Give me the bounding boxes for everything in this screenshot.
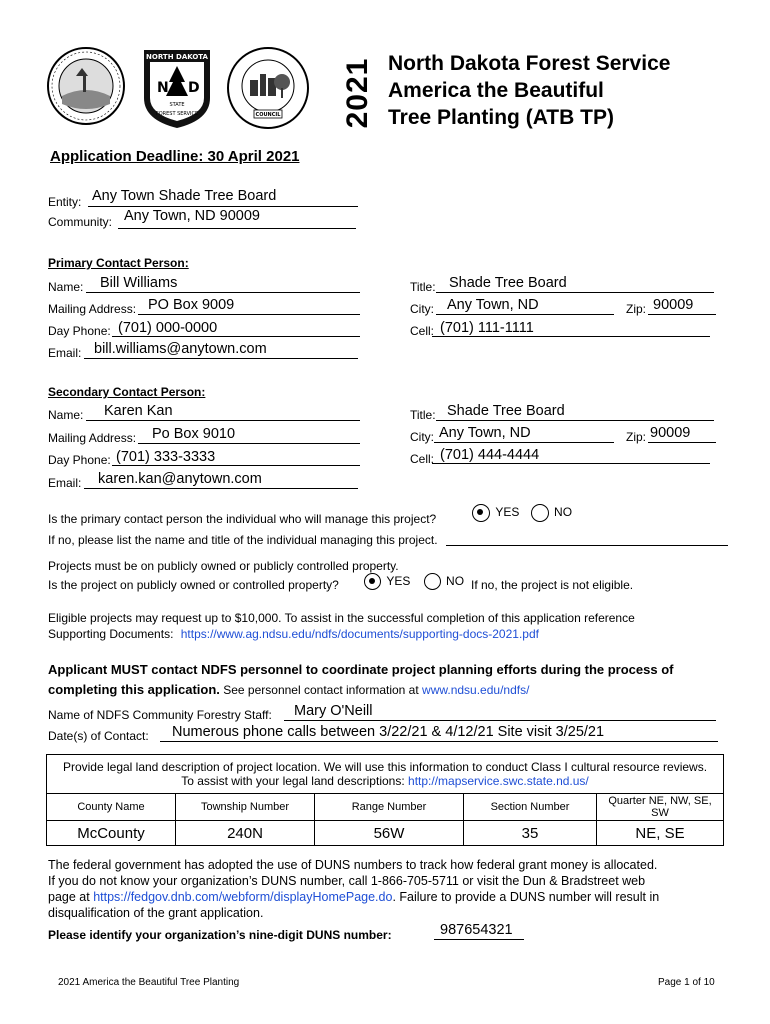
contact-ndfs-line2 xyxy=(48,682,529,697)
primary-title-underline xyxy=(436,292,714,293)
primary-contact-heading: Primary Contact Person: xyxy=(48,256,189,270)
manage-no-radio[interactable] xyxy=(531,504,549,522)
dnb-link[interactable]: https://fedgov.dnb.com/webform/displayHomePage.do xyxy=(93,890,393,904)
community-label: Community: xyxy=(48,215,113,229)
public-radio-group xyxy=(364,573,464,590)
secondary-mail-underline xyxy=(138,443,360,444)
primary-mail-label: Mailing Address: xyxy=(48,302,137,316)
col-range-header: Range Number xyxy=(315,794,464,821)
supporting-docs-line xyxy=(48,627,539,641)
secondary-cell-label: Cell: xyxy=(410,452,435,466)
duns-line3 xyxy=(48,889,659,905)
primary-mail-underline xyxy=(138,314,360,315)
land-intro-line1: Provide legal land description of project location. We will use this information to conduct Class I cultural resource reviews. xyxy=(62,760,708,774)
secondary-cell-field[interactable]: (701) 444-4444 xyxy=(440,447,540,463)
community-forestry-council-logo xyxy=(226,46,310,130)
secondary-mail-label: Mailing Address: xyxy=(48,431,137,445)
contact-ndfs-bold: Applicant MUST contact NDFS personnel to coordinate project planning efforts during the process of xyxy=(48,662,674,677)
dates-field[interactable]: Numerous phone calls between 3/22/21 & 4/12/21 Site visit 3/25/21 xyxy=(172,724,605,740)
svg-text:D: D xyxy=(188,80,200,96)
secondary-city-underline xyxy=(434,442,614,443)
supporting-docs-link[interactable]: https://www.ag.ndsu.edu/ndfs/documents/supporting-docs-2021.pdf xyxy=(180,627,539,641)
secondary-title-underline xyxy=(436,420,714,421)
secondary-name-field[interactable]: Karen Kan xyxy=(104,403,173,419)
primary-cell-underline xyxy=(432,336,710,337)
entity-underline xyxy=(88,206,358,207)
svg-text:STATE: STATE xyxy=(169,102,185,108)
col-quarter-header: Quarter NE, NW, SE, SW xyxy=(597,794,724,821)
primary-name-underline xyxy=(86,292,360,293)
secondary-zip-label: Zip: xyxy=(626,430,647,444)
primary-day-label: Day Phone: xyxy=(48,324,111,338)
secondary-name-underline xyxy=(86,420,360,421)
manage-no-label: NO xyxy=(554,505,573,520)
title-line-1: North Dakota Forest Service xyxy=(388,52,671,75)
year-vertical: 2021 xyxy=(341,57,374,129)
township-cell[interactable]: 240N xyxy=(176,821,315,846)
contact-ndfs-rest: See personnel contact information at xyxy=(219,683,423,697)
form-title xyxy=(388,50,670,131)
col-county-header: County Name xyxy=(47,794,176,821)
duns-line2: If you do not know your organization’s DUNS number, call 1-866-705-5711 or visit the Dun & Bradstreet web xyxy=(48,874,646,888)
title-line-2: America the Beautiful xyxy=(388,79,604,102)
secondary-day-field[interactable]: (701) 333-3333 xyxy=(116,449,216,465)
title-line-3: Tree Planting (ATB TP) xyxy=(388,106,614,129)
secondary-name-label: Name: xyxy=(48,408,84,422)
primary-city-underline xyxy=(436,314,614,315)
section-cell[interactable]: 35 xyxy=(464,821,597,846)
secondary-title-label: Title: xyxy=(410,408,436,422)
primary-title-field[interactable]: Shade Tree Board xyxy=(449,275,567,291)
svg-text:COUNCIL: COUNCIL xyxy=(255,112,281,118)
primary-email-label: Email: xyxy=(48,346,82,360)
dates-underline xyxy=(160,741,718,742)
duns-underline xyxy=(434,939,524,940)
great-seal-logo xyxy=(46,46,126,126)
manage-followup-field[interactable] xyxy=(446,545,728,546)
secondary-day-label: Day Phone: xyxy=(48,453,111,467)
manage-radio-group xyxy=(472,504,572,522)
community-field[interactable]: Any Town, ND 90009 xyxy=(124,208,260,224)
application-deadline: Application Deadline: 30 April 2021 xyxy=(50,148,300,165)
primary-cell-field[interactable]: (701) 111-1111 xyxy=(440,320,534,336)
secondary-email-label: Email: xyxy=(48,476,82,490)
ndfs-link[interactable]: www.ndsu.edu/ndfs/ xyxy=(422,683,530,697)
staff-label: Name of NDFS Community Forestry Staff: xyxy=(48,708,272,722)
range-cell[interactable]: 56W xyxy=(315,821,464,846)
public-no-label: NO xyxy=(446,573,465,588)
secondary-zip-underline xyxy=(648,442,716,443)
duns-line3-pre: page at xyxy=(48,890,94,904)
secondary-city-label: City: xyxy=(410,430,434,444)
public-no-radio[interactable] xyxy=(424,573,441,590)
secondary-cell-underline xyxy=(432,463,710,464)
col-township-header: Township Number xyxy=(176,794,315,821)
quarter-cell[interactable]: NE, SE xyxy=(597,821,724,846)
land-mapservice-link[interactable]: http://mapservice.swc.state.nd.us/ xyxy=(408,774,589,788)
manage-followup: If no, please list the name and title of the individual managing this project. xyxy=(48,533,438,547)
public-note: If no, the project is not eligible. xyxy=(471,578,634,592)
primary-city-field[interactable]: Any Town, ND xyxy=(447,297,539,313)
public-intro: Projects must be on publicly owned or publicly controlled property. xyxy=(48,559,399,573)
primary-cell-label: Cell: xyxy=(410,324,435,338)
duns-prompt: Please identify your organization’s nine-digit DUNS number: xyxy=(48,928,392,942)
footer-page-number: Page 1 of 10 xyxy=(658,977,715,988)
duns-line3-post: . Failure to provide a DUNS number will result in xyxy=(392,890,660,904)
primary-email-field[interactable]: bill.williams@anytown.com xyxy=(94,341,267,357)
supporting-docs-label: Supporting Documents: xyxy=(48,627,174,641)
secondary-email-underline xyxy=(84,488,358,489)
community-underline xyxy=(118,228,356,229)
svg-text:FOREST SERVICE: FOREST SERVICE xyxy=(155,111,199,117)
manage-yes-radio[interactable] xyxy=(472,504,490,522)
manage-yes-label: YES xyxy=(495,505,520,520)
secondary-title-field[interactable]: Shade Tree Board xyxy=(447,403,565,419)
duns-paragraph xyxy=(48,857,659,921)
duns-field[interactable]: 987654321 xyxy=(440,922,513,938)
secondary-city-field[interactable]: Any Town, ND xyxy=(439,425,531,441)
col-section-header: Section Number xyxy=(464,794,597,821)
entity-field[interactable]: Any Town Shade Tree Board xyxy=(92,188,277,204)
primary-mail-field[interactable]: PO Box 9009 xyxy=(148,297,235,313)
primary-zip-field[interactable]: 90009 xyxy=(653,297,694,313)
public-yes-label: YES xyxy=(386,573,411,588)
forest-service-shield-logo xyxy=(140,46,214,130)
primary-city-label: City: xyxy=(410,302,434,316)
primary-name-label: Name: xyxy=(48,280,84,294)
primary-zip-label: Zip: xyxy=(626,302,647,316)
primary-zip-underline xyxy=(648,314,716,315)
land-intro-text: To assist with your legal land descriptions: xyxy=(181,774,405,788)
land-intro-cell xyxy=(47,755,724,794)
secondary-mail-field[interactable]: Po Box 9010 xyxy=(152,426,236,442)
primary-day-field[interactable]: (701) 000-0000 xyxy=(118,320,218,336)
duns-line4: disqualification of the grant application. xyxy=(48,906,264,920)
dates-label: Date(s) of Contact: xyxy=(48,729,149,743)
staff-underline xyxy=(284,720,716,721)
entity-label: Entity: xyxy=(48,195,82,209)
duns-line1: The federal government has adopted the use of DUNS numbers to track how federal grant money is allocated. xyxy=(48,858,658,872)
primary-email-underline xyxy=(84,358,358,359)
secondary-day-underline xyxy=(112,465,360,466)
primary-title-label: Title: xyxy=(410,280,436,294)
contact-ndfs-bold2: completing this application. xyxy=(48,682,220,697)
secondary-zip-field[interactable]: 90009 xyxy=(650,425,691,441)
manage-question: Is the primary contact person the individual who will manage this project? xyxy=(48,512,437,526)
secondary-email-field[interactable]: karen.kan@anytown.com xyxy=(98,471,262,487)
eligible-text: Eligible projects may request up to $10,000. To assist in the successful completion of this application reference xyxy=(48,611,635,625)
secondary-contact-heading: Secondary Contact Person: xyxy=(48,385,206,399)
primary-name-field[interactable]: Bill Williams xyxy=(100,275,178,291)
public-question: Is the project on publicly owned or controlled property? xyxy=(48,578,339,592)
svg-text:NORTH DAKOTA: NORTH DAKOTA xyxy=(146,53,208,61)
footer-left: 2021 America the Beautiful Tree Planting xyxy=(58,977,240,988)
svg-text:N: N xyxy=(157,80,169,96)
public-yes-radio[interactable] xyxy=(364,573,381,590)
land-intro-line2 xyxy=(49,774,721,788)
county-cell[interactable]: McCounty xyxy=(47,821,176,846)
primary-day-underline xyxy=(112,336,360,337)
staff-field[interactable]: Mary O'Neill xyxy=(294,703,373,719)
land-description-table xyxy=(46,754,724,846)
